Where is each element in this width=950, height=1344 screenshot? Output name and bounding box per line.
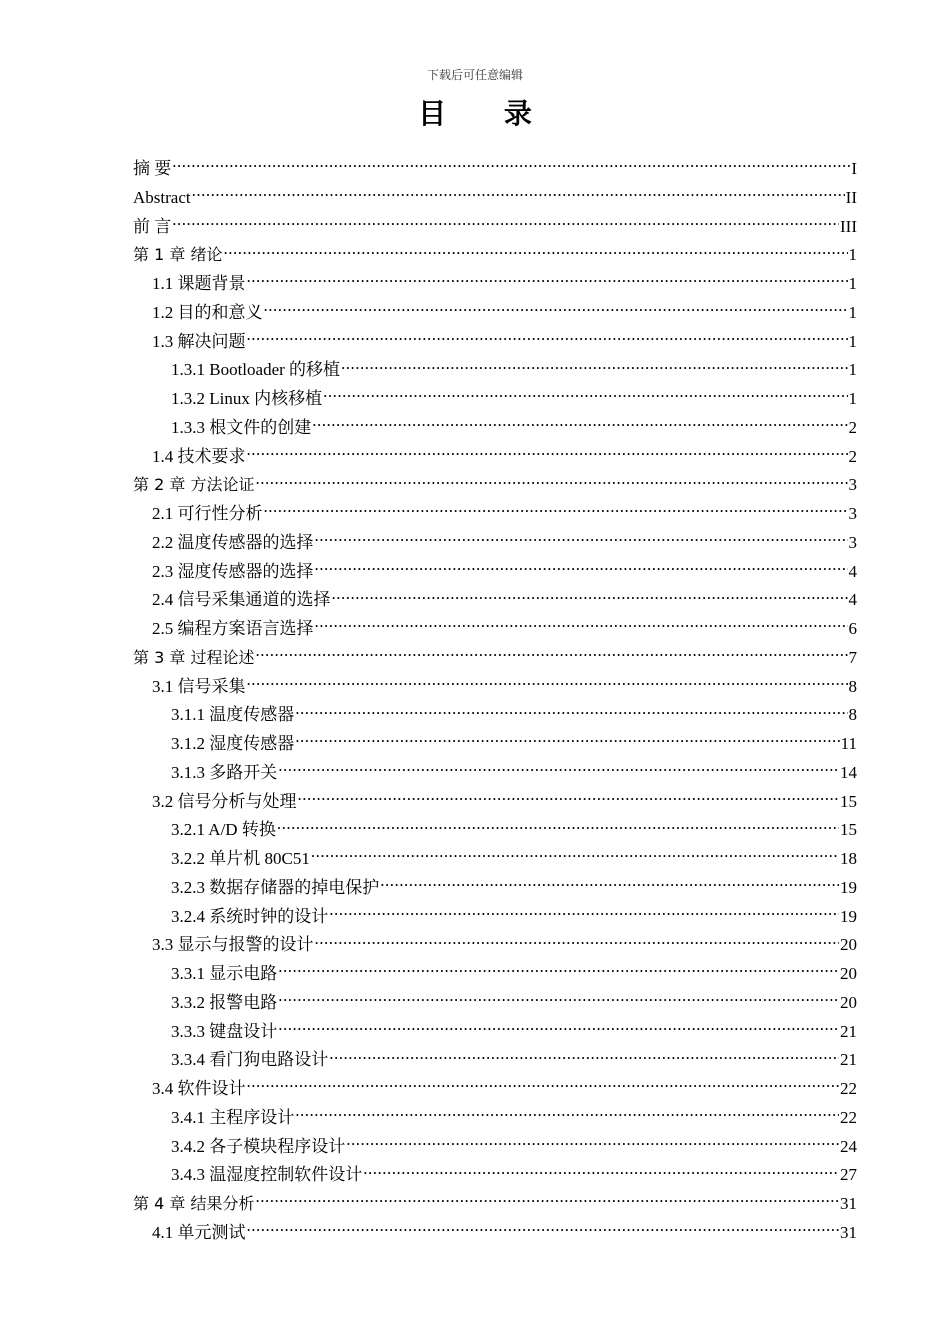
toc-entry-label: 3.3.2 报警电路 (171, 992, 278, 1012)
toc-entry-page-number: 24 (840, 1136, 857, 1156)
toc-entry-label: 3.1 信号采集 (152, 676, 246, 696)
toc-entry-page-number: 31 (840, 1222, 857, 1242)
toc-entry-label: 2.4 信号采集通道的选择 (152, 590, 331, 610)
toc-entry-label: 第 3 章 过程论述 (133, 647, 255, 667)
toc-entry-label: 3.3.1 显示电路 (171, 964, 278, 983)
toc-entry-page-number: 14 (840, 762, 857, 782)
table-of-contents (133, 155, 857, 1248)
dot-leader (278, 991, 839, 1008)
dot-leader (295, 703, 847, 720)
toc-entry-page-number: II (845, 187, 857, 207)
dot-leader (223, 243, 847, 260)
dot-leader (323, 387, 847, 404)
toc-entry-label: 前 言 (133, 216, 172, 236)
dot-leader (315, 531, 848, 548)
toc-entry-page-number: 1 (848, 360, 857, 380)
toc-entry-page-number: 21 (840, 1050, 857, 1070)
dot-leader (255, 1192, 839, 1209)
dot-leader (247, 675, 848, 692)
toc-entry-label: 2.5 编程方案语言选择 (152, 619, 314, 638)
page-title: 目 录 (418, 97, 556, 130)
toc-entry-label: 3.3 显示与报警的设计 (152, 935, 314, 955)
toc-entry-label: 第 4 章 结果分析 (133, 1194, 255, 1213)
toc-entry-page-number: 22 (840, 1079, 857, 1098)
toc-entry-label: 3.4.1 主程序设计 (171, 1107, 295, 1127)
toc-entry-label: 3.3.3 键盘设计 (171, 1021, 278, 1041)
toc-entry[interactable] (133, 701, 857, 730)
toc-entry-page-number: 7 (848, 647, 857, 667)
toc-entry-label: 3.2.1 A/D 转换 (171, 820, 276, 840)
toc-entry[interactable] (133, 989, 857, 1018)
dot-leader (247, 1221, 840, 1238)
toc-entry-label: 3.2.3 数据存储器的掉电保护 (171, 877, 380, 897)
toc-entry-page-number: 6 (848, 619, 857, 638)
dot-leader (247, 445, 848, 462)
toc-entry-label: 3.2 信号分析与处理 (152, 791, 297, 811)
header-note: 下载后可任意编辑 (426, 68, 523, 82)
toc-entry[interactable] (133, 903, 857, 932)
toc-entry-label: 3.3.4 看门狗电路设计 (171, 1050, 329, 1070)
toc-entry-page-number: 8 (848, 676, 857, 696)
toc-entry-page-number: 31 (840, 1194, 857, 1213)
toc-entry-label: 3.1.2 湿度传感器 (171, 734, 295, 753)
toc-entry[interactable] (133, 270, 857, 299)
toc-entry[interactable] (133, 1133, 857, 1162)
toc-entry-page-number: 2 (848, 446, 857, 466)
toc-entry-label: 2.1 可行性分析 (152, 504, 263, 523)
dot-leader (277, 818, 839, 835)
toc-entry[interactable] (133, 328, 857, 357)
dot-leader (380, 876, 839, 893)
dot-leader (264, 502, 848, 519)
toc-entry[interactable] (133, 414, 857, 443)
toc-entry[interactable] (133, 299, 857, 328)
toc-entry-label: 1.2 目的和意义 (152, 302, 263, 322)
dot-leader (247, 330, 848, 347)
dot-leader (329, 905, 839, 922)
toc-entry-page-number: 1 (848, 302, 857, 322)
dot-leader (247, 1077, 840, 1094)
toc-entry-label: 3.1.3 多路开关 (171, 762, 278, 782)
toc-entry[interactable] (133, 1104, 857, 1133)
dot-leader (255, 646, 847, 663)
dot-leader (315, 933, 840, 950)
toc-entry[interactable] (133, 184, 857, 213)
toc-entry-page-number: 2 (848, 417, 857, 437)
dot-leader (312, 416, 847, 433)
toc-entry[interactable] (133, 1161, 857, 1190)
dot-leader (278, 761, 839, 778)
toc-entry-page-number: 1 (848, 389, 857, 408)
toc-entry-label: 3.4.3 温湿度控制软件设计 (171, 1165, 363, 1185)
toc-entry[interactable] (133, 1046, 857, 1075)
dot-leader (332, 588, 848, 605)
toc-entry-page-number: 20 (840, 964, 857, 983)
dot-leader (247, 272, 848, 289)
toc-entry[interactable] (133, 644, 857, 673)
toc-entry-page-number: 27 (840, 1165, 857, 1185)
toc-entry[interactable] (133, 845, 857, 874)
toc-entry-page-number: 4 (848, 590, 857, 610)
toc-entry[interactable] (133, 385, 857, 414)
toc-entry-page-number: 22 (840, 1107, 857, 1127)
toc-entry[interactable] (133, 443, 857, 472)
toc-entry-page-number: 15 (840, 791, 857, 811)
toc-entry-page-number: 15 (840, 820, 857, 840)
toc-entry-page-number: 20 (840, 992, 857, 1012)
toc-entry[interactable] (133, 615, 857, 644)
dot-leader (295, 1106, 839, 1123)
dot-leader (278, 1020, 839, 1037)
toc-entry[interactable] (133, 1075, 857, 1104)
toc-entry[interactable] (133, 1018, 857, 1047)
toc-entry-label: 3.4 软件设计 (152, 1079, 246, 1098)
toc-entry-label: 1.4 技术要求 (152, 446, 246, 466)
dot-leader (329, 1048, 839, 1065)
toc-entry[interactable] (133, 1219, 857, 1248)
toc-entry-page-number: 8 (848, 705, 857, 725)
dot-leader (298, 790, 840, 807)
toc-entry[interactable] (133, 1190, 857, 1219)
toc-entry-page-number: III (840, 216, 857, 236)
toc-entry-page-number: 1 (848, 274, 857, 293)
toc-entry-page-number: 1 (848, 331, 857, 351)
toc-entry-page-number: 11 (840, 734, 857, 753)
toc-entry-page-number: 19 (840, 877, 857, 897)
toc-entry-page-number: 21 (840, 1021, 857, 1041)
toc-entry-label: 3.4.2 各子模块程序设计 (171, 1136, 346, 1156)
toc-entry[interactable] (133, 586, 857, 615)
toc-entry[interactable] (133, 529, 857, 558)
toc-entry-label: 1.3.1 Bootloader 的移植 (171, 360, 341, 380)
toc-entry[interactable] (133, 788, 857, 817)
toc-entry-label: 3.2.4 系统时钟的设计 (171, 906, 329, 926)
toc-entry-page-number: 20 (840, 935, 857, 955)
toc-entry-label: 第 1 章 绪论 (133, 245, 223, 265)
toc-entry[interactable] (133, 874, 857, 903)
toc-entry-label: 1.1 课题背景 (152, 274, 246, 293)
dot-leader (278, 962, 839, 979)
dot-leader (346, 1135, 839, 1152)
toc-entry-page-number: 3 (848, 532, 857, 552)
toc-entry[interactable] (133, 500, 857, 529)
dot-leader (295, 732, 839, 749)
dot-leader (341, 358, 847, 375)
toc-entry-label: 3.1.1 温度传感器 (171, 705, 295, 725)
toc-entry[interactable] (133, 816, 857, 845)
toc-entry-label: 3.2.2 单片机 80C51 (171, 849, 310, 868)
toc-entry-page-number: 18 (840, 849, 857, 868)
toc-entry[interactable] (133, 960, 857, 989)
toc-entry-label: 摘 要 (133, 159, 172, 178)
toc-entry[interactable] (133, 759, 857, 788)
dot-leader (255, 473, 847, 490)
toc-entry-page-number: 4 (848, 561, 857, 581)
dot-leader (315, 560, 848, 577)
toc-entry-page-number: 3 (848, 504, 857, 523)
toc-entry[interactable] (133, 241, 857, 270)
toc-entry-label: Abstract (133, 187, 191, 207)
toc-entry[interactable] (133, 471, 857, 500)
toc-entry[interactable] (133, 356, 857, 385)
toc-entry[interactable] (133, 931, 857, 960)
toc-entry[interactable] (133, 213, 857, 242)
dot-leader (311, 847, 839, 864)
toc-entry-label: 第 2 章 方法论证 (133, 475, 255, 495)
toc-entry-label: 2.3 湿度传感器的选择 (152, 561, 314, 581)
dot-leader (172, 215, 839, 232)
toc-entry-label: 1.3.3 根文件的创建 (171, 417, 312, 437)
dot-leader (363, 1163, 839, 1180)
toc-entry-page-number: I (851, 159, 857, 178)
toc-entry-page-number: 19 (840, 906, 857, 926)
dot-leader (172, 157, 850, 174)
toc-entry-page-number: 1 (848, 245, 857, 265)
dot-leader (192, 186, 845, 203)
toc-entry[interactable] (133, 730, 857, 759)
toc-entry-page-number: 3 (848, 475, 857, 495)
toc-entry-label: 1.3.2 Linux 内核移植 (171, 389, 323, 408)
toc-entry[interactable] (133, 673, 857, 702)
dot-leader (264, 301, 848, 318)
dot-leader (315, 617, 848, 634)
toc-entry-label: 1.3 解决问题 (152, 331, 246, 351)
toc-entry[interactable] (133, 155, 857, 184)
toc-entry-label: 4.1 单元测试 (152, 1222, 246, 1242)
toc-entry[interactable] (133, 558, 857, 587)
toc-entry-label: 2.2 温度传感器的选择 (152, 532, 314, 552)
